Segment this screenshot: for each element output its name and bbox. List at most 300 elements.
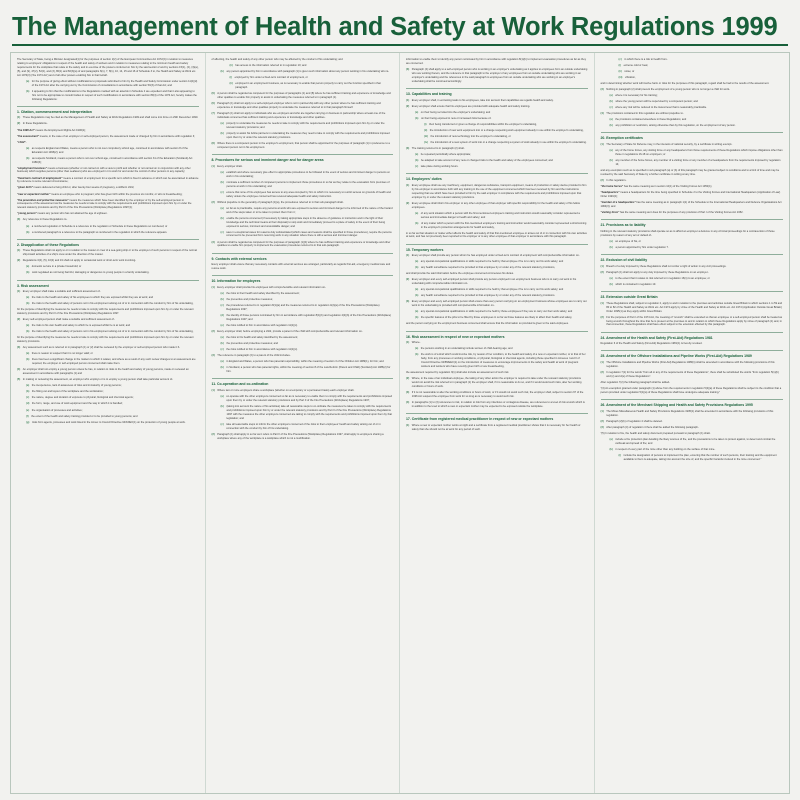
item-number: (a): [26, 384, 30, 388]
defined-term: "headquarters": [600, 191, 620, 195]
numbered-item: [415, 316, 588, 320]
item-text: Nothing in paragraph (2) shall prevent the employment of a young person who is no longer a child for work-: [606, 88, 730, 92]
numbered-item: [26, 415, 199, 419]
definition-entry: [17, 212, 199, 216]
item-number: (b): [609, 159, 613, 163]
item-number: (1): [17, 116, 21, 120]
item-number: (d): [220, 314, 224, 318]
item-text: Regulations 3(4), (5), 10(2) and 19 shall not apply to occasional work or short-term work involving-: [22, 259, 137, 263]
numbered-item: [406, 424, 588, 432]
item-number: (1): [600, 361, 604, 365]
item-number: (a): [26, 146, 30, 150]
item-number: (a): [26, 224, 30, 228]
body-paragraph: and the person carrying on the employment business concerned shall ensure that the information so provided is given to the said employees.: [406, 322, 569, 326]
item-text: on their being recruited into the employer's undertaking; and: [420, 110, 491, 114]
item-text: the risks to his own health and safety to which he is exposed whilst he is at work; and: [31, 324, 131, 328]
numbered-item: [212, 389, 394, 393]
numbered-item: [26, 402, 199, 406]
item-number: (2): [600, 315, 604, 319]
numbered-item: [26, 225, 199, 229]
section-heading: 11. Co-operation and co-ordination: [212, 378, 394, 386]
item-number: (3): [600, 88, 604, 92]
item-text: any person appointed by him in accordance with paragraph (1) is given such information about any person working in his undertaking who is-: [226, 70, 390, 74]
numbered-item: [610, 277, 784, 281]
item-text: Any assessment such as is referred to in paragraph (1) or (2) shall be reviewed by the employer or self-employed person who made it if-: [22, 346, 180, 350]
item-text: Where there is a competent person in the employer's employment, that person shall be appointed for the purposes of paragraph (1) in preference to a competent person not in his employment.: [217, 141, 390, 149]
item-number: (2): [600, 371, 604, 375]
numbered-item: [212, 92, 394, 100]
item-number: (a): [26, 79, 30, 83]
item-number: (g): [26, 420, 30, 424]
numbered-item: [415, 310, 588, 314]
item-number: (a): [26, 265, 30, 269]
item-text: where the young person will be supervised by a competent person; and: [615, 100, 698, 104]
item-number: (a): [609, 94, 613, 98]
defined-term: "member of a headquarters": [600, 201, 636, 205]
body-paragraph: After regulation 7(2) the following paragraph shall be added-: [600, 381, 670, 385]
numbered-item: [26, 231, 199, 235]
numbered-item: [230, 82, 394, 90]
numbered-item: [221, 191, 394, 199]
item-number: (c): [220, 230, 224, 234]
numbered-item: [221, 231, 394, 239]
column-3: [400, 53, 595, 793]
item-number: (b): [415, 221, 419, 225]
item-number: (a): [609, 437, 613, 441]
numbered-item: [406, 184, 588, 200]
numbered-item: [601, 143, 784, 147]
item-text: in respect of every part of the mine other than any building on the surface of that mine-: [615, 447, 716, 451]
defined-term: "given birth": [17, 186, 33, 190]
section-heading: 15. Temporary workers: [406, 244, 588, 252]
defined-term: "the 1996 Act": [17, 128, 35, 132]
body-paragraph: information to enable them to identify any person nominated by him in accordance with regulation 8(1)(b) to implement evacuation procedures as far as they are concerned.: [406, 58, 587, 65]
definition-entry: [601, 201, 784, 209]
item-text: for the purpose of giving effect without modifications to proposals submitted to him by the Health and Safety Commission under section 11(2)(d) of the 1974 Act after the carrying out by the Commission of consultations in accordance with section 50(3) of that Act; and: [31, 79, 198, 87]
item-text: Every employer shall make a suitable and sufficient assessment of-: [22, 290, 101, 294]
numbered-item: [406, 68, 588, 84]
item-text: the work is of a kind which could involve risk, by reason of her condition, to the health and safety of a new or expectant mother, or to that of her baby, from any processes or working conditions, or physical, biological or chemical agents, including those specified in Annexes I and II of Council Directive 92/85/EEC(1) on the introduction of measures to encourage improvements in the safety and health at work of pregnant workers and workers who have recently given birth or are breastfeeding,: [420, 353, 586, 369]
numbered-item: [26, 80, 199, 88]
definition-entry: [601, 191, 784, 199]
item-number: (3): [406, 67, 410, 71]
item-number: (b): [26, 358, 30, 362]
body-paragraph: for the purpose of identifying the measures he needs to take to comply with the requirements and prohibitions imposed upon him by or under the relevant statutory provisions and by Part II of the Fire Precautions (Workplace) Regulations 1997.: [17, 308, 194, 316]
item-number: (b): [26, 89, 30, 93]
numbered-item: [26, 296, 199, 300]
item-text: the preventive and protective measures;: [226, 298, 273, 302]
item-text: the introduction of new technology into the employer's undertaking, or: [430, 134, 511, 138]
numbered-item: [601, 426, 784, 430]
item-text: Every employee shall use any machinery, equipment, dangerous substance, transport equipment, means of production or safety device provided to him by his employer in accordance both with any training in the use of the equipment concerned which has been received by him and the instructions respecting that use which have been provided to him by the said employer in compliance with the requirements and prohibitions imposed upon that employer by or under the relevant statutory provisions.: [411, 183, 587, 199]
item-text: In these Regulations-: [22, 122, 48, 126]
numbered-item: [610, 94, 784, 98]
numbered-item: [415, 260, 588, 264]
numbered-item: [406, 99, 588, 103]
numbered-item: [424, 123, 588, 127]
defined-term: "new or expectant mother": [17, 192, 51, 196]
item-text: An employer shall not employ a young person unless he has, in relation to risks to the health and safety of young persons, made or reviewed an assessment in accordance with paragraphs (1) and: [22, 368, 189, 376]
item-text: any prohibition or restriction, arising otherwise than by this regulation, on the employment of any person.: [615, 124, 736, 128]
item-number: (b): [220, 216, 224, 220]
item-number: (1): [211, 164, 215, 168]
definition-text: means an employee who is pregnant; who has given birth within the previous six months; or who is breastfeeding;: [50, 192, 183, 196]
item-text: enable the persons concerned (if necessary by taking appropriate steps in the absence of guidance or instruction and in the light of their knowledge and the technical means at their disposal) to stop work and immediately proceed to a place of safety in the event of their being exposed to serious, imminent and unavoidable danger; and: [226, 216, 386, 228]
numbered-item: [601, 361, 784, 369]
item-text: In this regulation-: [606, 179, 627, 183]
numbered-item: [212, 433, 394, 441]
numbered-item: [17, 259, 199, 263]
item-number: (3): [406, 146, 410, 150]
item-number: (2): [17, 318, 21, 322]
item-text: which is contained in regulation 19.: [615, 282, 657, 286]
item-number: (a): [609, 239, 613, 243]
numbered-item: [221, 405, 394, 421]
numbered-item: [212, 165, 394, 169]
item-number: (a): [609, 276, 613, 280]
item-number: (c): [220, 304, 224, 308]
item-text: Every employer shall, before employing a child, provide a parent of the child with comprehensible and relevant information on-: [217, 330, 363, 334]
numbered-item: [26, 390, 199, 394]
item-number: (b): [609, 124, 613, 128]
item-text: any health surveillance required to be provided to that employee by or under any of the relevant statutory provisions,: [420, 266, 556, 270]
item-number: (2): [406, 104, 410, 108]
item-number: (b): [415, 353, 419, 357]
section-heading: 2. Disapplication of these Regulations: [17, 239, 199, 247]
item-text: the inexperience, lack of awareness of risks and immaturity of young persons;: [31, 384, 122, 388]
item-text: In regulation 7(1) for the words "from all or any of the requirements of these Regulations", there shall be substituted the words "from regulation 5(1)(b) and (c) and 2(a) of these Regulations".: [606, 371, 779, 379]
item-number: (a): [220, 170, 224, 174]
section-heading: 26. Amendment of the Merchant Shipping and Health and Safety Provisions Regulations 1995: [601, 399, 784, 407]
numbered-item: [212, 102, 394, 110]
definition-text: means any person who has not attained the age of eighteen.: [36, 212, 108, 216]
item-text: Every employer shall provide his employees with comprehensible and relevant information on-: [217, 286, 326, 290]
item-text: the risks to their health and safety identified by the assessment;: [226, 292, 300, 296]
numbered-item: [415, 353, 588, 369]
numbered-item: [212, 241, 394, 249]
item-text: The Secretary of State for Defence may, in the interests of national security, by a certificate in writing exempt-: [606, 143, 733, 147]
item-text: extreme cold or heat;: [623, 64, 649, 68]
item-text: The training referred to in paragraph (2) shall-: [411, 146, 465, 150]
section-heading: 3. Risk assessment: [17, 280, 199, 288]
numbered-item: [26, 324, 199, 328]
section-heading: 8. Procedures for serious and imminent danger and for danger areas: [212, 154, 394, 162]
item-number: (1): [406, 98, 410, 102]
numbered-item: [619, 70, 784, 74]
item-text: Every employer shall, in entrusting tasks to his employees, take into account their capabilities as regards health and safety.: [411, 98, 554, 102]
numbered-item: [26, 271, 199, 275]
item-text: there has been a significant change in the matters to which it relates; and where as a result of any such review changes to an assessment are required, the employer or self-employed person concerned shall make them.: [31, 358, 196, 366]
numbered-item: [221, 342, 394, 346]
section-heading: 24. Amendment of the Health and Safety (First-Aid) Regulations 1981: [601, 332, 784, 340]
column-2: [206, 53, 401, 793]
definition-text: has the same meaning as in section 12(1) of the Visiting Forces Act 1952(1);: [623, 185, 713, 189]
item-number: (ii): [229, 82, 233, 86]
item-text: properly to undertake the measures he needs to take to comply with the requirements and prohibitions imposed upon him by or under the relevant statutory provisions; and: [226, 122, 385, 129]
item-text: on their being exposed to new or increased risks because of-: [420, 116, 492, 120]
numbered-item: [17, 249, 199, 257]
item-number: (a): [220, 360, 224, 364]
definition-text: means delivered a living child or, after twenty-four weeks of pregnancy, a stillborn child;: [32, 186, 134, 190]
item-text: vibration,: [625, 76, 636, 80]
item-text: work regulated as not being harmful, damaging or dangerous to young people in a family undertaking.: [31, 271, 150, 275]
item-number: (2): [211, 200, 215, 204]
item-number: (b): [415, 316, 419, 320]
item-number: (b): [415, 116, 419, 120]
item-text: If it is not reasonable to alter the working conditions or hours of work, or if it would not avoid such risk, the employer shall, subject to section 67 of the 1996 Act suspend the employee from work for so long as is necessary to avoid such risk.: [411, 391, 584, 399]
item-number: (2): [600, 270, 604, 274]
item-text: so far as is practicable, require any persons at work who are exposed to serious and imminent danger to be informed of the nature of the hazard and of the steps taken or to be taken to protect them from it;: [226, 206, 393, 214]
item-text: the nature, degree and duration of exposure to physical, biological and chemical agents;: [31, 396, 134, 400]
numbered-item: [610, 106, 784, 110]
section-heading: 10. Information for employees: [212, 275, 394, 283]
numbered-item: [26, 302, 199, 306]
item-text: where any risk will be reduced to the lowest level that is reasonably practicable.: [615, 106, 707, 110]
body-paragraph: in so far as that situation or matter either affects the health and safety of that first-mentioned employee or arises out of or in connection with his own activities at work, and has not previously been reported to his employer or to any other employee of that employer in accordance with this paragraph.: [406, 231, 587, 239]
item-text: These Regulations shall, subject to regulation 2, apply to and in relation to the premises and activities outside Great Britain to which sections 1 to 59 and 80 to 82 of the Health and Safety at Work etc. Act 1974 apply by virtue of the Health and Safety at Work etc. Act 1974 (Application Outside Great Britain) Order 1995(1) as they apply within Great Britain.: [606, 301, 783, 313]
definition-entry: [17, 177, 199, 185]
item-number: (i): [229, 76, 232, 80]
item-number: (1): [600, 409, 604, 413]
item-number: (1): [406, 423, 410, 427]
numbered-item: [424, 135, 588, 139]
item-number: (a): [220, 395, 224, 399]
numbered-item: [221, 360, 394, 364]
defined-term: "child": [17, 140, 26, 144]
item-text: employed by him under a fixed-term contract of employment, or: [234, 76, 308, 80]
item-number: (b): [220, 131, 224, 135]
section-heading: 1. Citation, commencement and interpretation: [17, 106, 199, 114]
numbered-item: [601, 316, 784, 328]
item-text: it appearing to him that the modifications to the Regulations marked with an asterisk in Schedule 2 are expedient and that it also appearing to him not to be appropriate to consult bodies in respect of such modifications in accordance with section 80(4) of the 1974 Act, hereby makes the following Regulations:: [31, 89, 197, 101]
item-number: (a): [609, 149, 613, 153]
item-number: (f): [26, 414, 29, 418]
numbered-item: [619, 454, 784, 462]
item-text: the persons working in an undertaking include women of child-bearing age; and: [420, 347, 513, 351]
section-heading: 22. Exclusion of civil liability: [601, 254, 784, 262]
section-heading: 25. Amendment of the Offshore Installations and Pipeline Works (First-Aid) Regulations 1989: [601, 350, 784, 358]
numbered-item: [415, 165, 588, 169]
item-number: (i): [424, 122, 427, 126]
item-number: (b): [415, 266, 419, 270]
item-text: the provisions contained elsewhere in these Regulations; and: [615, 118, 687, 122]
item-number: (3): [600, 425, 604, 429]
definition-entry: [17, 199, 199, 211]
item-number: (iii): [618, 76, 623, 80]
definition-text: means the measures which have been identified by the employer or by the self-employed person in consequence of the assessment as the measures he needs to take to comply with the requirements and prohibitions imposed upon him by or under the relevant statutory provisions and by Part II of the Fire Precautions (Workplace) Regulations 1997(4);: [17, 198, 192, 210]
item-text: Paragraph (1) shall apply in so far as it refers to Part II of the Fire Precautions (Workplace) Regulations 1997, shall apply to employers sharing a workplace where any of the workplace is a workplace which is not a modification.: [217, 432, 384, 440]
item-number: (3): [406, 300, 410, 304]
item-number: (1): [17, 249, 21, 253]
item-text: Where-: [411, 341, 421, 345]
section-heading: 13. Capabilities and training: [406, 88, 588, 96]
numbered-item: [26, 409, 199, 413]
item-number: (1): [600, 301, 604, 305]
numbered-item: [610, 149, 784, 157]
item-text: co-operate with the other employers concerned so far as is necessary to enable them to comply with the requirements and prohibitions imposed upon them by or under the relevant statutory provisions and by Part II of the Fire Precautions (Workplace) Regulations 1997;: [226, 395, 393, 403]
item-number: (ii): [618, 70, 622, 74]
item-number: (1): [406, 341, 410, 345]
item-number: (1): [600, 143, 604, 147]
body-paragraph: and in determining whether work will involve harm or risks for the purposes of this paragraph, regard shall be had to the results of the assessment.: [600, 82, 770, 86]
item-text: For the purposes of Part I of the 1974 Act, the meaning of "at work" shall be extended so that an employee or a self-employed person shall be treated as being at work throughout the time that he is present at the premises to and in relation to which these Regulations apply by virtue of paragraph (1) and, in that connection, these Regulations shall have effect subject to the extension effected by this paragraph.: [606, 315, 783, 327]
item-number: (b): [220, 180, 224, 184]
numbered-item: [221, 336, 394, 340]
item-number: (ii): [229, 64, 233, 68]
item-text: include the designation of persons to implement the plan, ensuring that the number of such persons, their training and the equipment available to them is adequate, taking into account the size of, and the specific hazards involved in the mine concerned.": [623, 453, 777, 461]
item-number: (2): [211, 330, 215, 334]
item-text: where it is necessary for his training;: [615, 94, 658, 98]
numbered-item: [26, 147, 199, 155]
item-text: the preventive and protective measures; and: [226, 342, 278, 346]
item-number: (b): [609, 447, 613, 451]
item-text: noise; or: [624, 70, 635, 74]
item-text: Every employer shall provide any person whom he has employed under a fixed-term contract of employment with comprehensible information on-: [411, 254, 580, 258]
numbered-item: [406, 254, 588, 258]
definition-text: means a contract of employment for a specific term which is fixed in advance or which can be ascertained in advance by reference to some relevant circumstance;: [17, 176, 199, 184]
item-number: (ii): [424, 128, 428, 132]
item-number: (a): [415, 110, 419, 114]
body-paragraph: and any exemption such as is specified in sub-paragraph (a) or (b) of this paragraph may be granted subject to conditions and to a limit of time and may be revoked by the said Secretary of State by a further certificate in writing at any time.: [600, 169, 780, 177]
item-text: the organisation of processes and activities;: [31, 408, 83, 412]
item-number: (c): [220, 190, 224, 194]
definition-text: has the same meaning as it does for the purposes of any provision of Part I of the Visiting Forces Act 1952.: [619, 211, 744, 215]
defined-term: "employment business": [17, 166, 47, 170]
numbered-item: [406, 147, 588, 151]
numbered-item: [601, 410, 784, 418]
item-text: nominate a sufficient number of competent persons to implement those procedures in so far as they relate to the evacuation from premises of persons at work in his undertaking; and: [226, 180, 390, 188]
numbered-item: [601, 371, 784, 379]
item-text: establish and where necessary give effect to appropriate procedures to be followed in the event of serious and imminent danger to persons at work in his undertaking;: [226, 170, 390, 178]
numbered-item: [221, 298, 394, 302]
item-number: (a): [220, 292, 224, 296]
item-number: (1): [17, 290, 21, 294]
item-number: (1): [600, 264, 604, 268]
numbered-item: [610, 159, 784, 167]
item-number: (c): [618, 58, 622, 61]
numbered-item: [212, 201, 394, 205]
numbered-item: [221, 70, 394, 74]
item-text: These Regulations shall not apply to or in relation to the master or crew of a sea-going ship or to the employer of such persons in respect of the normal ship-board activities of a ship's crew under the direction of the master.: [22, 249, 197, 257]
numbered-item: [221, 366, 394, 374]
numbered-item: [221, 217, 394, 229]
item-number: (1): [211, 286, 215, 290]
numbered-item: [17, 218, 199, 222]
item-text: any special occupational qualifications or skills required to be held by that employee if he is to carry out his work safely; and: [420, 288, 564, 292]
numbered-item: [415, 294, 588, 298]
item-number: (b): [26, 271, 30, 275]
item-number: (b): [26, 390, 30, 394]
numbered-item: [610, 124, 784, 128]
item-number: (2): [211, 432, 215, 436]
item-number: (iii): [424, 134, 428, 138]
item-text: a numbered paragraph is a reference to the paragraph so numbered in the regulation in which the reference appears.: [31, 230, 168, 234]
numbered-item: [415, 266, 588, 270]
definition-entry: [17, 167, 199, 175]
item-number: (a): [26, 296, 30, 300]
item-text: Paragraph (4) shall apply to a self-employed person who is working in an employer's undertaking as it applies to employees from an outside undertaking who are working therein, and the reference in that paragraph to the employer of any employees from an outside undertaking who are working in an employer's undertaking and the references in the said paragraph to employees from an outside undertaking who are working in an employer's undertaking shall be construed accordingly.: [411, 67, 588, 83]
numbered-item: [221, 348, 394, 352]
definition-text: means, in the case of an employer or self-employed person, the assessment made or changed by him in accordance with regulation 3;: [39, 134, 195, 138]
item-number: (3): [211, 354, 215, 358]
numbered-item: [212, 286, 394, 290]
numbered-item: [610, 100, 784, 104]
numbered-item: [26, 396, 199, 400]
item-text: In making or reviewing the assessment, an employer who employs or is to employ a young person shall take particular account of-: [22, 378, 173, 382]
item-number: (b): [609, 245, 613, 249]
item-number: (4): [17, 368, 21, 372]
item-text: include a fire protection plan detailing the likely sources of fire, and the precautions to be taken to protect against, to detect and combat the outbreak and spread of fire; and: [615, 437, 776, 445]
numbered-item: [17, 122, 199, 126]
item-number: (b): [415, 158, 419, 162]
item-number: (1): [406, 183, 410, 187]
numbered-item: [17, 346, 199, 350]
numbered-item: [26, 358, 199, 366]
numbered-item: [610, 283, 784, 287]
numbered-item: [221, 304, 394, 312]
item-text: of any work situation which a person with the first-mentioned employee's training and instruction would reasonably consider represented a serious and immediate danger to health and safety; and: [420, 211, 580, 219]
item-text: The Offshore Installations and Pipeline Works (First-Aid) Regulations 1989(1) shall be amended in accordance with the following provisions of this regulation.: [606, 361, 775, 369]
numbered-item: [221, 181, 394, 189]
item-number: (c): [220, 348, 224, 352]
body-paragraph: "(3) An exemption granted under paragraph (1) above from the requirements in regulation 5(2)(a) of these Regulations shall be subject to the condition that a person provided under regulation 5(1)(a) of these Regulations shall have undergone adequate training.": [600, 387, 782, 395]
item-text: A person shall be regarded as competent for the purposes of paragraphs (1) and (8) where he has sufficient training and experience or knowledge and other qualities to enable him properly to assist in undertaking the measures referred to in paragraph (1).: [217, 92, 391, 100]
numbered-item: [619, 76, 784, 80]
section-heading: 21. Provisions as to liability: [601, 219, 784, 227]
item-text: take place during working hours.: [420, 164, 459, 168]
numbered-item: [26, 352, 199, 356]
title-divider: [12, 44, 788, 46]
numbered-item: [26, 265, 199, 269]
section-heading: 9. Contacts with external services: [212, 253, 394, 261]
item-number: (a): [220, 336, 224, 340]
numbered-item: [619, 64, 784, 68]
item-text: Where, in the case of an individual employee, the taking of any other action the employer is required to take under the relevant statutory provisions would not avoid the risk referred to in paragraph (1) the employer shall, if it is reasonable to do so, and if it would avoid such risks, alter her working conditions or hours of work.: [411, 377, 582, 389]
item-number: (a): [26, 352, 30, 356]
item-number: (i): [618, 64, 621, 68]
item-text: In paragraphs (1) to (3) references to risk, in relation to risk from any infectious or contagious disease, are references to a level of risk at work which is in addition to the level to which a new or expectant mother may be expected to be exposed outside the workplace.: [411, 401, 585, 409]
item-text: as respects Scotland, means a person who is not over school age, construed in accordance with section 31 of the Education (Scotland) Act 1980(3);: [31, 156, 193, 164]
numbered-item: [26, 90, 199, 102]
definition-entry: [601, 185, 784, 189]
item-number: (b): [220, 405, 224, 409]
numbered-item: [610, 240, 784, 244]
definition-text: -: [25, 140, 27, 144]
item-text: the procedures referred to in regulation 8(1)(a) and the measures referred to in regulation 4(2)(a) of the Fire Precautions (Workplace) Regulations 1997;: [226, 304, 380, 312]
item-number: (7): [211, 112, 215, 116]
item-number: (a): [609, 118, 613, 122]
item-number: (2): [406, 377, 410, 381]
item-text: a person appointed by him under regulation 7.: [615, 245, 669, 249]
body-paragraph: and shall provide the said information before the employee concerned commences his duties.: [406, 272, 514, 276]
section-heading: 16. Risk assessment in respect of new or expectant mothers: [406, 331, 588, 339]
numbered-item: [610, 438, 784, 446]
item-text: an employee of his, or: [615, 239, 641, 243]
numbered-item: [406, 300, 588, 308]
item-number: (a): [415, 152, 419, 156]
item-number: (a): [26, 324, 30, 328]
numbered-item: [415, 153, 588, 157]
item-number: (b): [609, 100, 613, 104]
item-text: the risks to his health and safety identified by the assessment;: [226, 336, 298, 340]
body-paragraph: Nothing in the relevant statutory provisions shall operate so as to afford an employer a defence in any criminal proceedings for a contravention of those provisions by reason of any act or default of-: [600, 229, 775, 237]
numbered-item: [212, 330, 394, 334]
numbered-item: [406, 278, 588, 286]
regulation-columns: [10, 52, 790, 794]
item-text: in which there is a risk to health from-: [624, 58, 668, 61]
body-paragraph: of affecting, the health and safety of any other person who may be affected by the conduct of his undertaking; and: [211, 58, 343, 61]
body-paragraph: "(5) In relation to fire, the health and safety document prepared pursuant to paragraph (1) shall-: [600, 431, 711, 435]
